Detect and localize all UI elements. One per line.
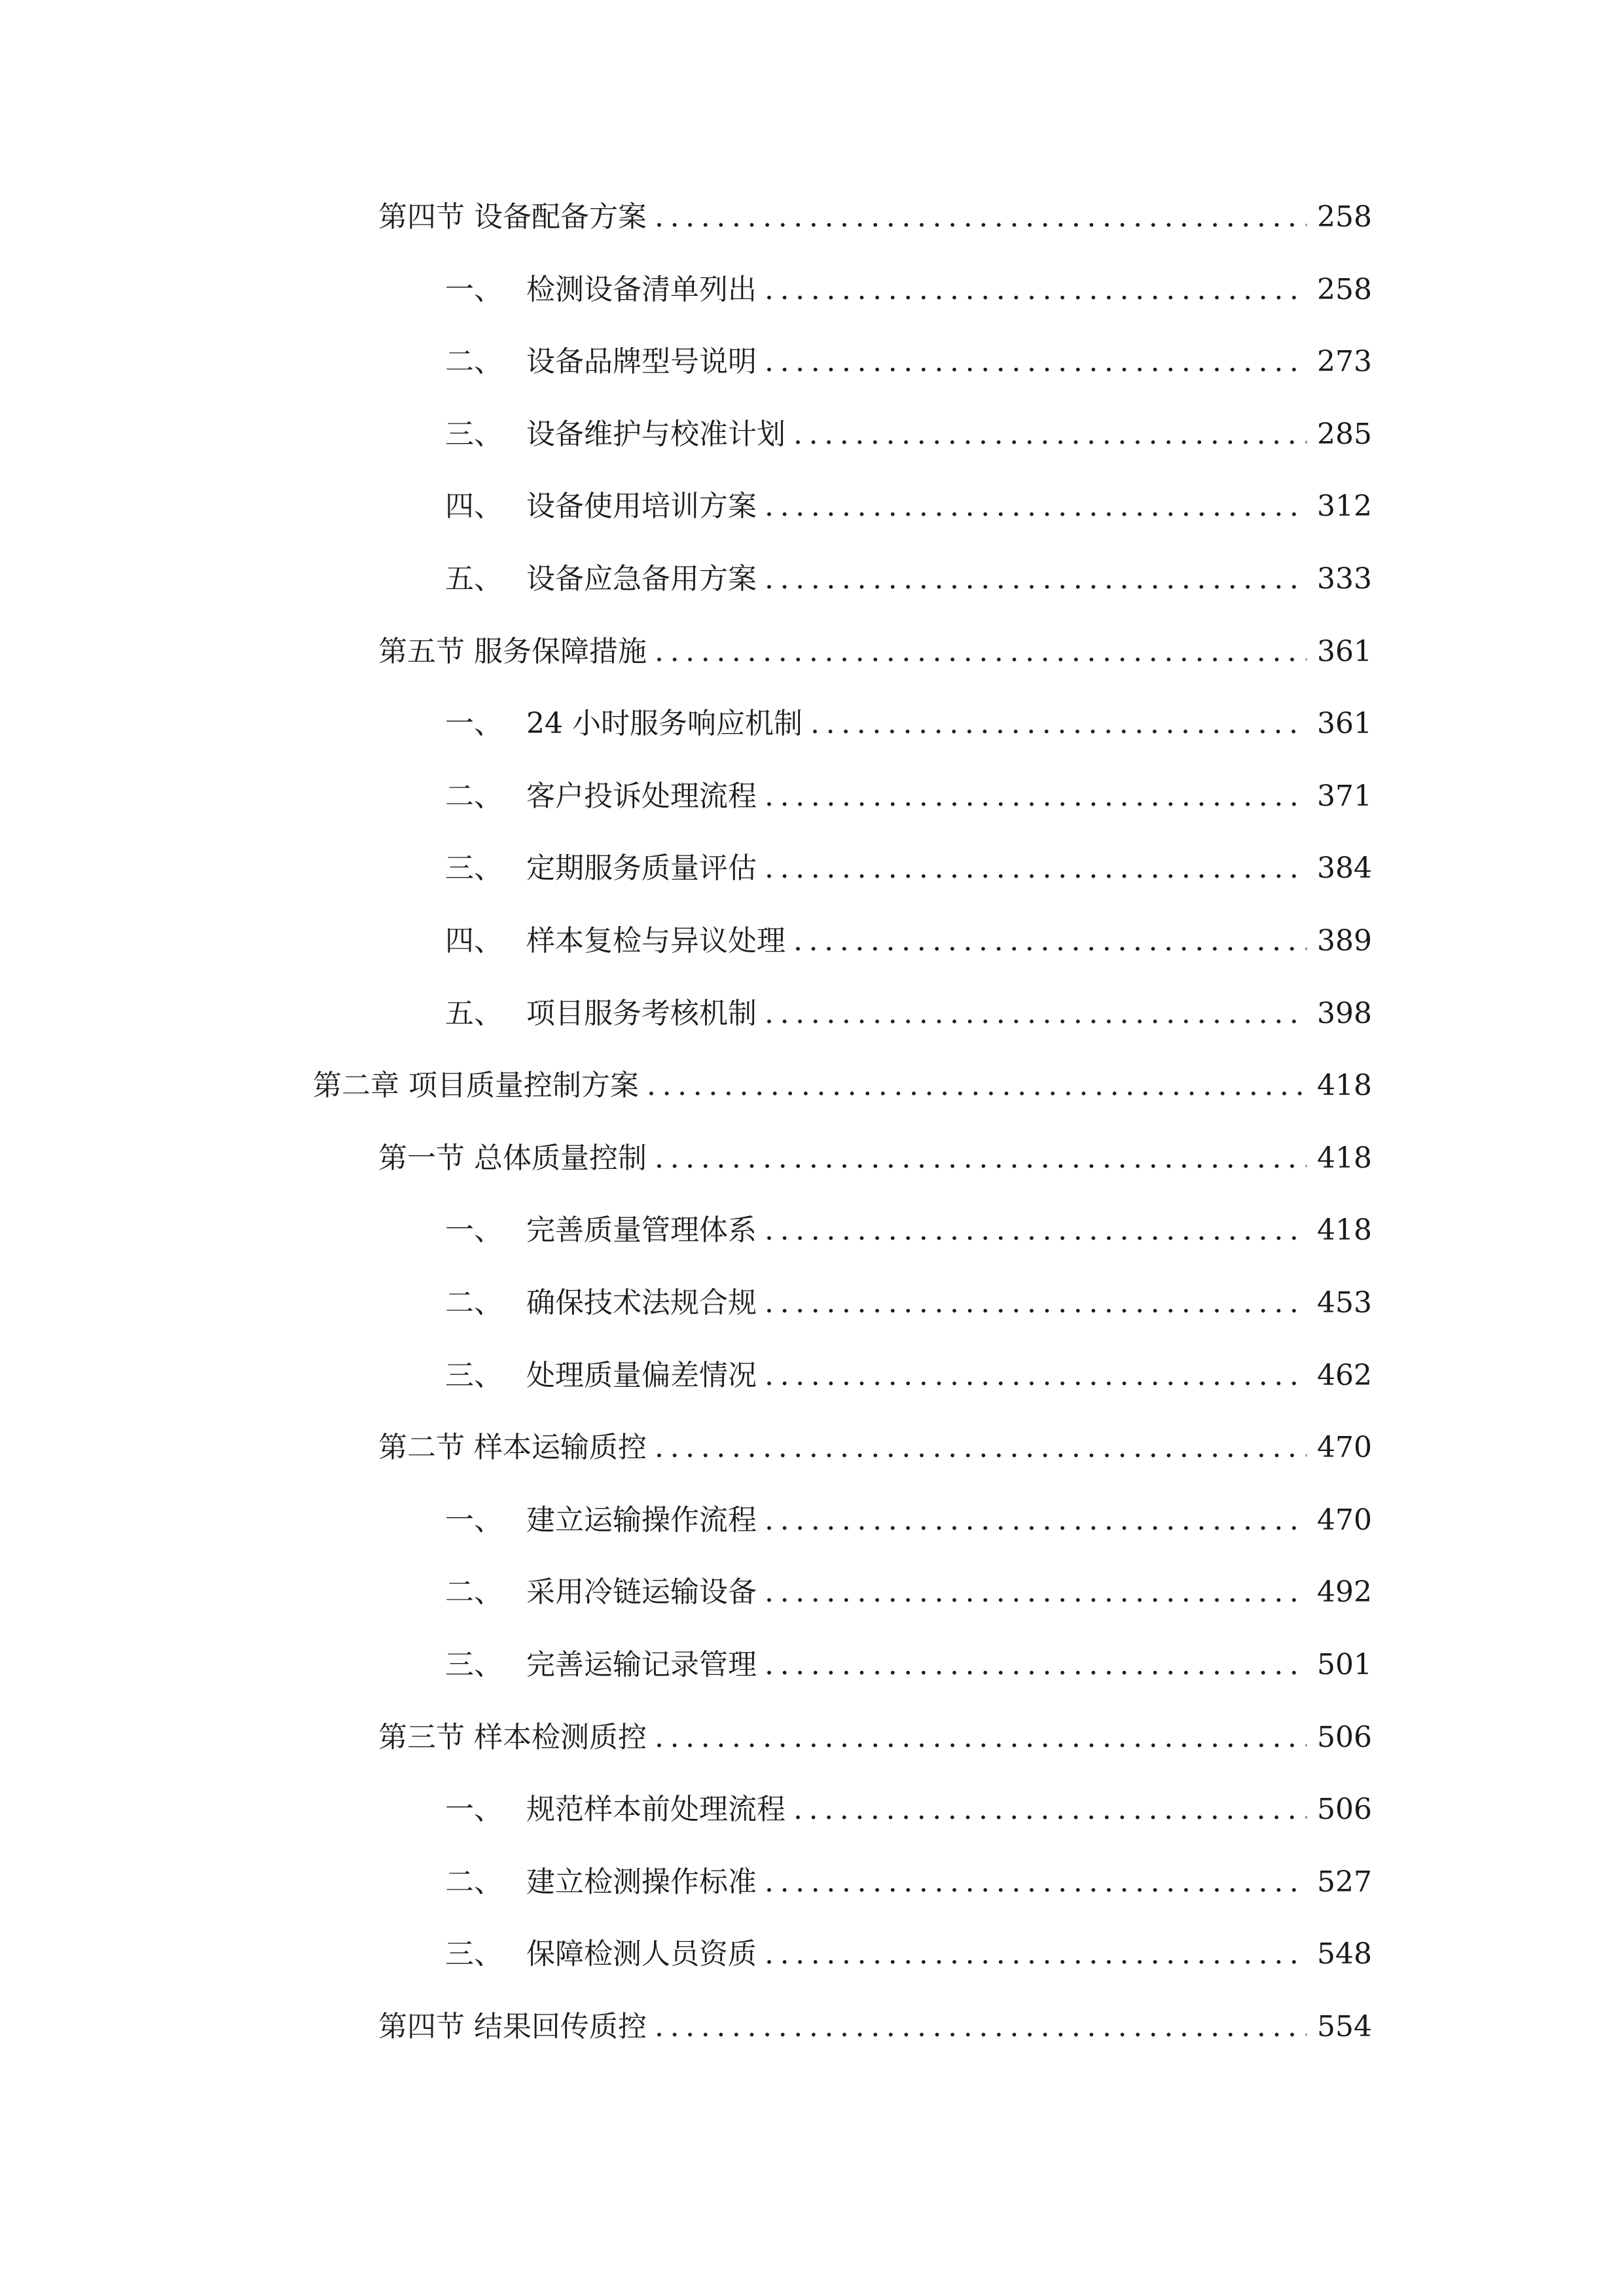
toc-dot-leader xyxy=(765,336,1307,388)
toc-subsection-entry[interactable] xyxy=(445,480,1372,533)
toc-dot-leader xyxy=(765,1639,1307,1691)
toc-subsection-entry[interactable] xyxy=(445,1784,1372,1836)
toc-subsection-entry[interactable] xyxy=(445,770,1372,823)
toc-entry-number: 三、 xyxy=(445,1358,503,1392)
toc-page-number: 506 xyxy=(1317,1793,1372,1827)
toc-entry-title: 设备应急备用方案 xyxy=(526,562,757,596)
toc-dot-leader xyxy=(655,626,1307,678)
toc-dot-leader xyxy=(793,408,1307,461)
toc-entry-number: 二、 xyxy=(445,779,503,813)
toc-page-number: 312 xyxy=(1317,490,1372,524)
toc-entry-number: 二、 xyxy=(445,1575,503,1609)
toc-dot-leader xyxy=(810,698,1307,750)
toc-dot-leader xyxy=(765,842,1307,895)
toc-entry-number: 一、 xyxy=(445,1503,503,1537)
toc-entry-number: 二、 xyxy=(445,345,503,379)
toc-dot-leader xyxy=(765,988,1307,1040)
toc-page-number: 470 xyxy=(1317,1503,1372,1537)
toc-page-number: 333 xyxy=(1317,562,1372,596)
toc-entry-title: 客户投诉处理流程 xyxy=(526,779,757,813)
toc-dot-leader xyxy=(655,191,1307,243)
toc-dot-leader xyxy=(655,2001,1307,2053)
toc-page-number: 418 xyxy=(1317,1213,1372,1247)
toc-entry-title: 保障检测人员资质 xyxy=(526,1937,757,1971)
toc-entry-title: 样本检测质控 xyxy=(474,1720,647,1754)
toc-entry-number: 第五节 xyxy=(378,634,465,668)
toc-page-number: 384 xyxy=(1317,852,1372,886)
toc-page-number: 470 xyxy=(1317,1431,1372,1465)
toc-dot-leader xyxy=(655,1132,1307,1185)
toc-subsection-entry[interactable] xyxy=(445,1350,1372,1402)
toc-subsection-entry[interactable] xyxy=(445,1566,1372,1619)
toc-entry-number: 第三节 xyxy=(378,1720,465,1754)
toc-entry-title: 项目服务考核机制 xyxy=(526,996,757,1030)
toc-entry-title: 检测设备清单列出 xyxy=(526,272,757,306)
toc-entry-title: 项目质量控制方案 xyxy=(408,1069,639,1103)
toc-entry-number: 三、 xyxy=(445,852,503,886)
toc-section-entry[interactable] xyxy=(378,1712,1372,1764)
toc-dot-leader xyxy=(793,915,1307,967)
toc-page-number: 361 xyxy=(1317,707,1372,741)
toc-entry-title: 建立检测操作标准 xyxy=(526,1865,757,1899)
toc-entry-number: 一、 xyxy=(445,707,503,741)
toc-entry-title: 设备配备方案 xyxy=(474,200,647,234)
toc-entry-number: 四、 xyxy=(445,924,503,958)
toc-dot-leader xyxy=(793,1784,1307,1836)
toc-page-number: 506 xyxy=(1317,1720,1372,1754)
toc-entry-number: 五、 xyxy=(445,996,503,1030)
toc-dot-leader xyxy=(655,1712,1307,1764)
toc-entry-title: 24 小时服务响应机制 xyxy=(526,707,803,741)
toc-subsection-entry[interactable] xyxy=(445,698,1372,750)
toc-entry-title: 样本复检与异议处理 xyxy=(526,924,785,958)
toc-subsection-entry[interactable] xyxy=(445,1204,1372,1257)
toc-subsection-entry[interactable] xyxy=(445,336,1372,388)
toc-entry-title: 设备品牌型号说明 xyxy=(526,345,757,379)
toc-page-number: 398 xyxy=(1317,996,1372,1030)
toc-section-entry[interactable] xyxy=(378,1132,1372,1185)
toc-entry-number: 第二章 xyxy=(313,1069,399,1103)
toc-page-number: 273 xyxy=(1317,345,1372,379)
toc-subsection-entry[interactable] xyxy=(445,842,1372,895)
toc-page-number: 453 xyxy=(1317,1286,1372,1319)
toc-entry-number: 第二节 xyxy=(378,1431,465,1465)
toc-entry-title: 确保技术法规合规 xyxy=(526,1286,757,1319)
toc-entry-number: 二、 xyxy=(445,1865,503,1899)
toc-entry-number: 三、 xyxy=(445,417,503,451)
toc-dot-leader xyxy=(765,553,1307,605)
toc-dot-leader xyxy=(765,1856,1307,1909)
toc-subsection-entry[interactable] xyxy=(445,408,1372,461)
toc-entry-number: 一、 xyxy=(445,272,503,306)
toc-page-number: 462 xyxy=(1317,1358,1372,1392)
toc-dot-leader xyxy=(655,1422,1307,1474)
toc-page-number: 418 xyxy=(1317,1069,1372,1103)
toc-entry-number: 二、 xyxy=(445,1286,503,1319)
toc-section-entry[interactable] xyxy=(378,626,1372,678)
toc-page-number: 258 xyxy=(1317,200,1372,234)
toc-entry-number: 五、 xyxy=(445,562,503,596)
toc-entry-title: 服务保障措施 xyxy=(474,634,647,668)
toc-dot-leader xyxy=(765,1494,1307,1547)
toc-page-number: 418 xyxy=(1317,1141,1372,1175)
toc-subsection-entry[interactable] xyxy=(445,988,1372,1040)
toc-page-number: 258 xyxy=(1317,272,1372,306)
toc-section-entry[interactable] xyxy=(378,191,1372,243)
toc-section-entry[interactable] xyxy=(378,1422,1372,1474)
toc-subsection-entry[interactable] xyxy=(445,1277,1372,1329)
toc-dot-leader xyxy=(765,1350,1307,1402)
toc-entry-number: 一、 xyxy=(445,1793,503,1827)
toc-dot-leader xyxy=(765,1928,1307,1981)
toc-subsection-entry[interactable] xyxy=(445,1928,1372,1981)
toc-entry-title: 设备使用培训方案 xyxy=(526,490,757,524)
toc-entry-number: 第四节 xyxy=(378,2010,465,2043)
toc-dot-leader xyxy=(765,264,1307,316)
toc-entry-number: 一、 xyxy=(445,1213,503,1247)
toc-subsection-entry[interactable] xyxy=(445,1494,1372,1547)
toc-dot-leader xyxy=(647,1060,1307,1112)
toc-page-number: 361 xyxy=(1317,634,1372,668)
toc-entry-title: 建立运输操作流程 xyxy=(526,1503,757,1537)
toc-page-number: 548 xyxy=(1317,1937,1372,1971)
toc-entry-title: 完善质量管理体系 xyxy=(526,1213,757,1247)
toc-page-number: 501 xyxy=(1317,1648,1372,1681)
toc-entry-number: 第一节 xyxy=(378,1141,465,1175)
toc-page-number: 554 xyxy=(1317,2010,1372,2043)
toc-entry-title: 完善运输记录管理 xyxy=(526,1648,757,1681)
toc-entry-number: 三、 xyxy=(445,1937,503,1971)
toc-chapter-entry[interactable] xyxy=(313,1060,1372,1112)
toc-page-number: 527 xyxy=(1317,1865,1372,1899)
toc-page-number: 389 xyxy=(1317,924,1372,958)
toc-dot-leader xyxy=(765,1204,1307,1257)
toc-entry-title: 样本运输质控 xyxy=(474,1431,647,1465)
toc-section-entry[interactable] xyxy=(378,2001,1372,2053)
toc-subsection-entry[interactable] xyxy=(445,1856,1372,1909)
toc-page-number: 492 xyxy=(1317,1575,1372,1609)
toc-entry-title: 采用冷链运输设备 xyxy=(526,1575,757,1609)
toc-entry-number: 第四节 xyxy=(378,200,465,234)
toc-dot-leader xyxy=(765,770,1307,823)
toc-subsection-entry[interactable] xyxy=(445,264,1372,316)
toc-entry-title: 设备维护与校准计划 xyxy=(526,417,785,451)
toc-entry-number: 三、 xyxy=(445,1648,503,1681)
toc-page-number: 285 xyxy=(1317,417,1372,451)
toc-dot-leader xyxy=(765,1566,1307,1619)
toc-entry-title: 定期服务质量评估 xyxy=(526,852,757,886)
toc-page-number: 371 xyxy=(1317,779,1372,813)
toc-subsection-entry[interactable] xyxy=(445,915,1372,967)
toc-dot-leader xyxy=(765,1277,1307,1329)
toc-entry-title: 规范样本前处理流程 xyxy=(526,1793,785,1827)
toc-entry-title: 总体质量控制 xyxy=(474,1141,647,1175)
toc-entry-title: 结果回传质控 xyxy=(474,2010,647,2043)
toc-entry-number: 四、 xyxy=(445,490,503,524)
toc-subsection-entry[interactable] xyxy=(445,553,1372,605)
toc-subsection-entry[interactable] xyxy=(445,1639,1372,1691)
toc-entry-title: 处理质量偏差情况 xyxy=(526,1358,757,1392)
toc-dot-leader xyxy=(765,480,1307,533)
